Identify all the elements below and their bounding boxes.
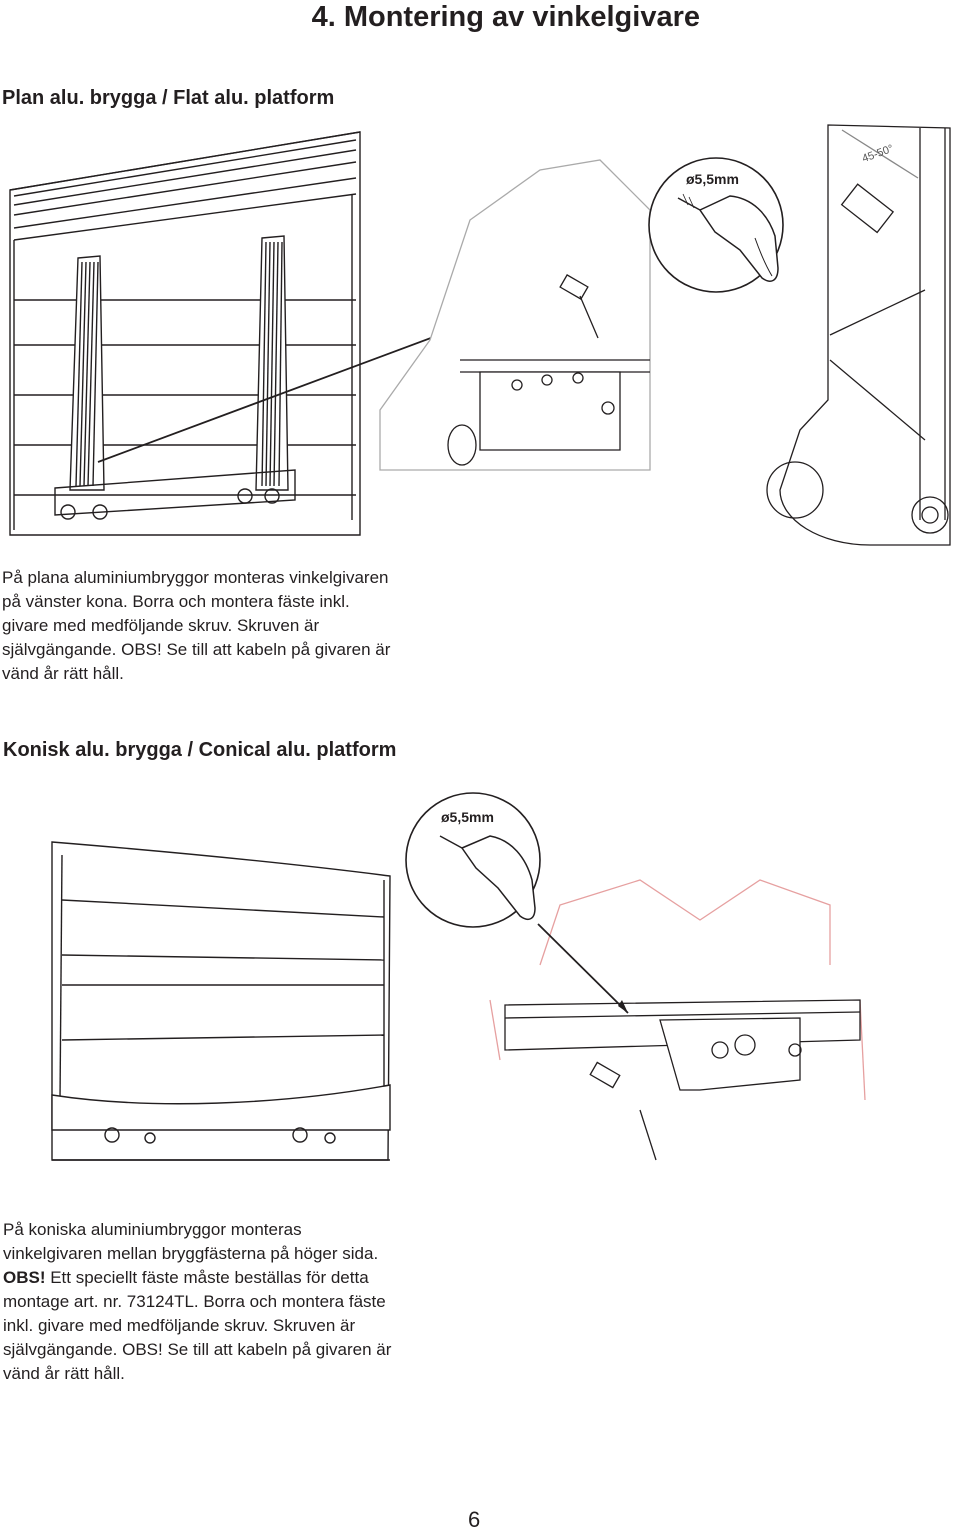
flat-platform-instructions xyxy=(2,566,472,686)
text-line: vänd år rätt håll. xyxy=(2,664,124,683)
text-fragment: Ett speciellt fäste måste beställas för detta xyxy=(45,1268,369,1287)
section-heading-flat: Plan alu. brygga / Flat alu. platform xyxy=(2,87,335,109)
conical-platform-illustration xyxy=(52,842,390,1160)
drill-size-label-flat: ø5,5mm xyxy=(686,171,739,187)
text-line: självgängande. OBS! Se till att kabeln på givaren är xyxy=(3,1340,392,1359)
conical-platform-detail xyxy=(490,880,865,1160)
pointer-line-conical xyxy=(538,924,628,1013)
text-line: På plana aluminiumbryggor monteras vinkelgivaren xyxy=(2,568,389,587)
text-line: självgängande. OBS! Se till att kabeln på givaren är xyxy=(2,640,391,659)
text-line: givare med medföljande skruv. Skruven är xyxy=(2,616,320,635)
text-line: på vänster kona. Borra och montera fäste inkl. xyxy=(2,592,350,611)
section-heading-conical: Konisk alu. brygga / Conical alu. platform xyxy=(3,739,397,761)
drill-size-label-conical: ø5,5mm xyxy=(441,809,494,825)
conical-platform-instructions xyxy=(3,1218,473,1386)
page-title: 4. Montering av vinkelgivare xyxy=(311,1,700,33)
flat-platform-illustration xyxy=(10,132,360,535)
obs-emphasis: OBS! xyxy=(3,1268,46,1287)
text-line: montage art. nr. 73124TL. Borra och montera fäste xyxy=(3,1292,386,1311)
text-line: vänd år rätt håll. xyxy=(3,1364,125,1383)
angle-label: 45-50° xyxy=(860,142,896,166)
page-number: 6 xyxy=(468,1507,481,1532)
text-line: inkl. givare med medföljande skruv. Skruven är xyxy=(3,1316,356,1335)
text-line: På koniska aluminiumbryggor monteras xyxy=(3,1220,302,1239)
text-line xyxy=(3,1266,473,1290)
text-line: vinkelgivaren mellan bryggfästerna på höger sida. xyxy=(3,1244,379,1263)
